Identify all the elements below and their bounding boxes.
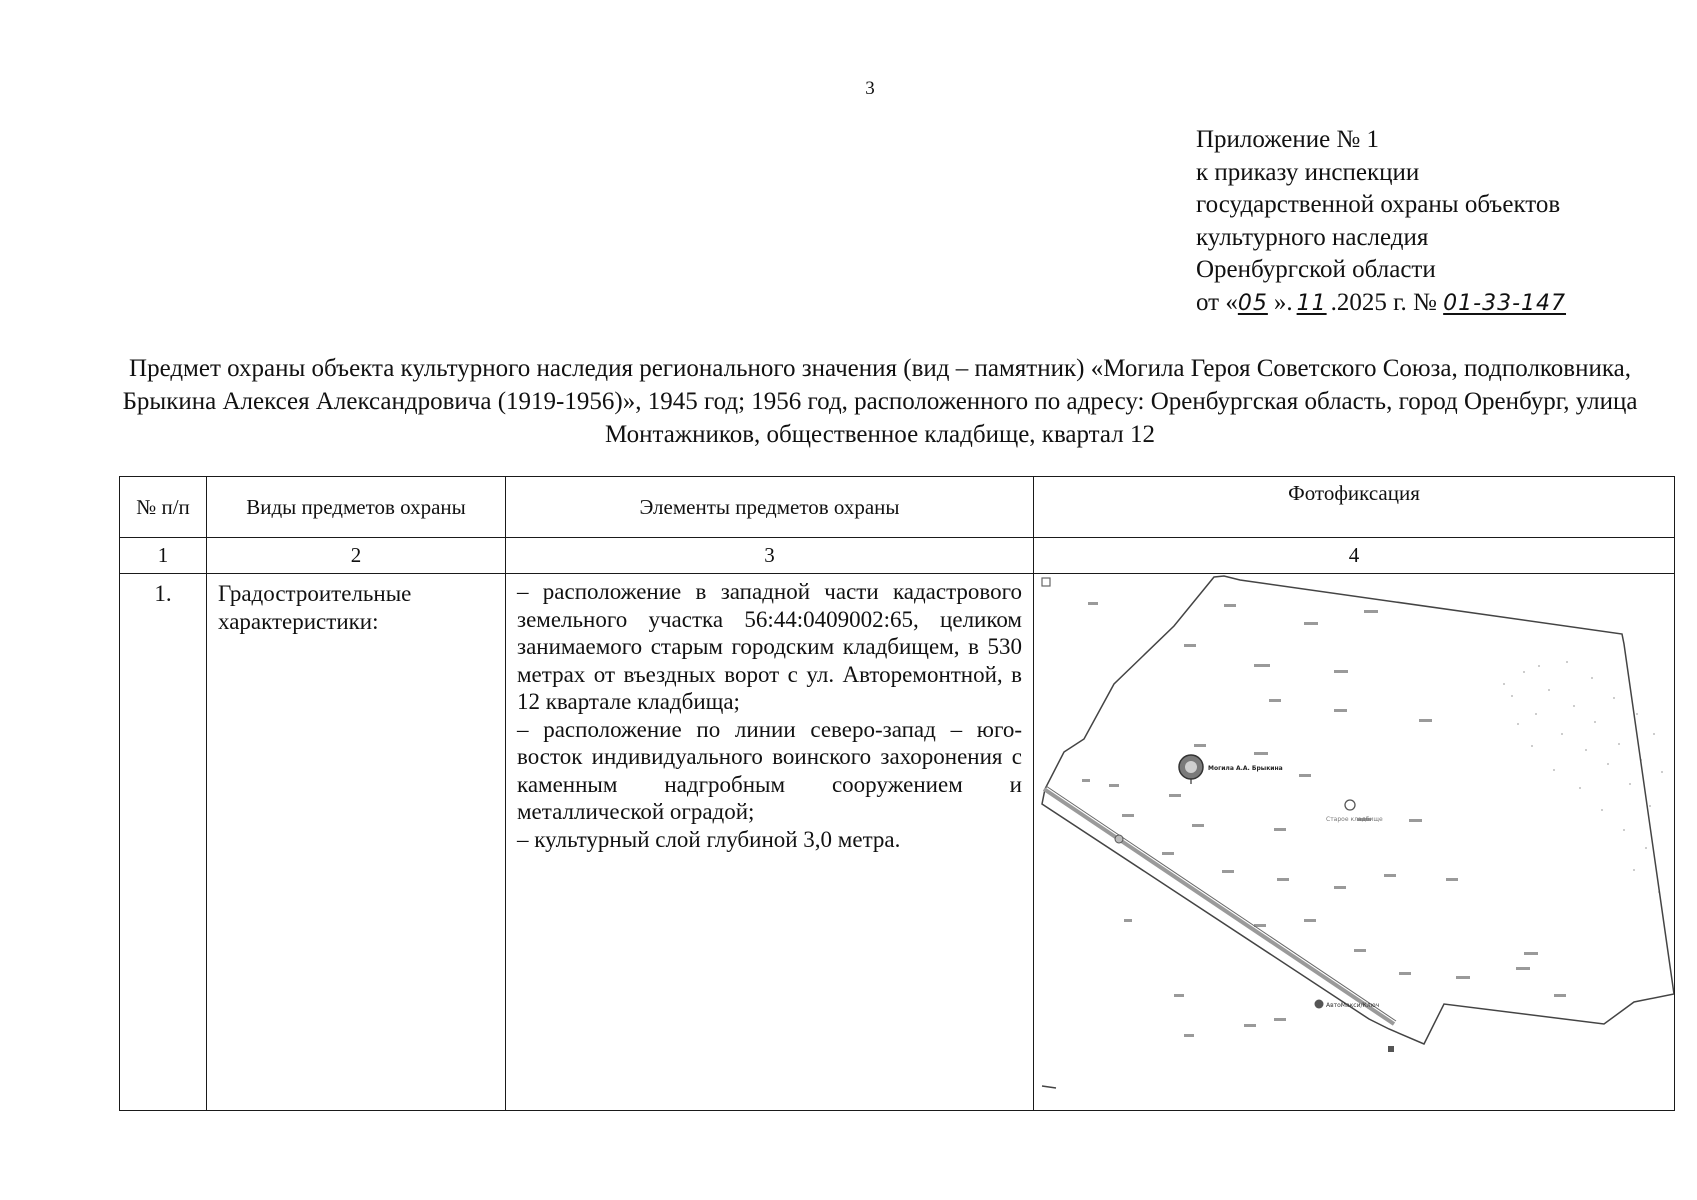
column-number-3: 3 (506, 538, 1034, 574)
appendix-line-2: к приказу инспекции (1196, 158, 1420, 186)
column-number-4: 4 (1034, 538, 1675, 574)
element-item: – культурный слой глубиной 3,0 метра. (517, 826, 901, 852)
header-photo: Фотофиксация (1034, 477, 1675, 538)
order-number-handwritten: 01-33-147 (1443, 290, 1567, 316)
page-number: 3 (865, 78, 875, 99)
map-corner-marker (1042, 578, 1050, 586)
protection-table (119, 476, 1675, 1111)
appendix-date-line (1196, 287, 1581, 321)
appendix-line-4: культурного наследия (1196, 223, 1429, 251)
map-small-labels (1082, 602, 1566, 1037)
photo-cell (1034, 574, 1675, 1111)
grave-marker-icon (1179, 755, 1203, 784)
cemetery-map (1034, 574, 1674, 1104)
row-type: Градостроительные характеристики: (207, 574, 506, 1111)
grave-label: Могила А.А. Брыкина (1208, 765, 1283, 772)
row-elements (506, 574, 1034, 1111)
header-number: № п/п (120, 477, 207, 538)
gate-marker-icon (1388, 1046, 1394, 1052)
column-number-1: 1 (120, 538, 207, 574)
date-year: .2025 г. № (1330, 288, 1437, 316)
map-speckle-texture (1503, 661, 1663, 893)
element-item: – расположение по линии северо-запад – юго-восток индивидуального воинского захоронения с каменным надгробным сооружением и металлической оградой; (517, 716, 1022, 824)
document-title: Предмет охраны объекта культурного наследия регионального значения (вид – памятник) «Могила Героя Советского Союза, подполковника, Брыкина Алексея Александровича (1919-1956)», 1945 год; 1956 год, расположенного по адресу: Оренбургская область, город Оренбург, улица Монтажников, общественное кладбище, квартал 12 (122, 355, 1638, 448)
cemetery-boundary (1042, 576, 1674, 1044)
cemetery-label: Старое кладбище (1326, 816, 1383, 823)
appendix-line-1: Приложение № 1 (1196, 126, 1380, 153)
date-month-handwritten: 11 (1296, 290, 1327, 316)
header-elements: Элементы предметов охраны (506, 477, 1034, 538)
table-header-row (120, 477, 1675, 538)
row-number: 1. (120, 574, 207, 1111)
date-day-handwritten: 05 (1237, 290, 1268, 316)
date-prefix: от « (1196, 288, 1238, 316)
date-mid: ». (1273, 288, 1293, 316)
map-tick (1042, 1086, 1056, 1088)
auto-service-marker-icon (1315, 1000, 1324, 1009)
cemetery-marker-icon (1345, 800, 1355, 810)
column-number-row (120, 538, 1675, 574)
element-item: – расположение в западной части кадастрового земельного участка 56:44:0409002:65, целиком занимаемого старым городским кладбищем, в 530 метрах от въездных ворот с ул. Авторемонтной, в 12 квартале кладбища; (517, 579, 1022, 714)
column-number-2: 2 (207, 538, 506, 574)
header-types: Виды предметов охраны (207, 477, 506, 538)
appendix-line-5: Оренбургской области (1196, 256, 1436, 284)
appendix-block (1196, 124, 1581, 321)
auto-label: АвтоМакси/Ключ (1326, 1002, 1380, 1009)
cluster-marker-icon (1115, 835, 1123, 843)
table-row (120, 574, 1675, 1111)
appendix-line-3: государственной охраны объектов (1196, 191, 1561, 219)
road-line (1044, 789, 1394, 1024)
